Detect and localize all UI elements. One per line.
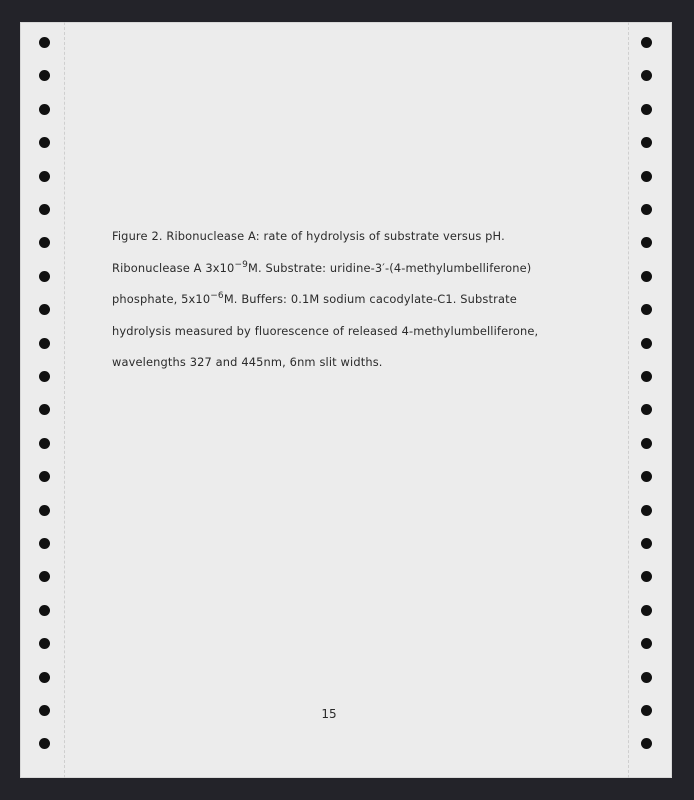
figure-caption [112, 221, 582, 379]
tractor-hole [39, 304, 50, 315]
tractor-hole [39, 638, 50, 649]
tractor-hole [641, 471, 652, 482]
tractor-hole [39, 438, 50, 449]
paper-sheet [20, 22, 672, 778]
tractor-hole [39, 338, 50, 349]
tractor-hole [641, 571, 652, 582]
tractor-hole [641, 104, 652, 115]
tractor-hole [39, 705, 50, 716]
tractor-hole [39, 505, 50, 516]
caption-line-2 [112, 253, 582, 285]
exponent-neg-6: −6 [210, 291, 224, 301]
caption-line-2-text-b: M. Substrate: uridine-3′-(4-methylumbelliferone) [248, 260, 532, 275]
tractor-hole [39, 538, 50, 549]
tractor-hole [39, 738, 50, 749]
tractor-hole [39, 70, 50, 81]
page-number: 15 [321, 707, 337, 721]
exponent-neg-9: −9 [234, 259, 249, 270]
tractor-hole [39, 571, 50, 582]
tractor-hole [641, 37, 652, 48]
tractor-hole [641, 605, 652, 616]
tractor-hole [641, 505, 652, 516]
tractor-hole [641, 672, 652, 683]
tractor-hole [39, 204, 50, 215]
tractor-hole [39, 237, 50, 248]
tractor-hole [39, 104, 50, 115]
tractor-hole [641, 171, 652, 182]
right-perforation-line [628, 22, 629, 778]
tractor-hole [641, 204, 652, 215]
tractor-hole [39, 471, 50, 482]
tractor-hole [641, 137, 652, 148]
caption-line-5: wavelengths 327 and 445nm, 6nm slit widths. [112, 355, 383, 369]
tractor-hole [39, 137, 50, 148]
tractor-hole [641, 237, 652, 248]
tractor-hole [39, 605, 50, 616]
tractor-hole [641, 304, 652, 315]
tractor-hole [641, 70, 652, 81]
tractor-hole [641, 638, 652, 649]
tractor-hole [39, 37, 50, 48]
tractor-hole [39, 371, 50, 382]
caption-line-3-text-b: M. Buffers: 0.1M sodium cacodylate-C1. Substrate [223, 292, 517, 306]
tractor-hole [641, 338, 652, 349]
tractor-hole [641, 538, 652, 549]
caption-line-3 [112, 284, 582, 316]
left-perforation-line [64, 22, 65, 778]
caption-line-2-text-a: Ribonuclease A 3x10 [112, 260, 235, 275]
tractor-hole [641, 271, 652, 282]
tractor-hole [641, 705, 652, 716]
tractor-hole [641, 738, 652, 749]
tractor-hole [641, 438, 652, 449]
caption-line-3-text-a: phosphate, 5x10 [112, 292, 211, 306]
tractor-hole [641, 371, 652, 382]
tractor-hole [39, 171, 50, 182]
tractor-hole [39, 672, 50, 683]
tractor-hole [39, 271, 50, 282]
caption-line-4: hydrolysis measured by fluorescence of released 4-methylumbelliferone, [112, 323, 539, 338]
tractor-hole [641, 404, 652, 415]
caption-line-1: Figure 2. Ribonuclease A: rate of hydrolysis of substrate versus pH. [112, 229, 505, 243]
tractor-hole [39, 404, 50, 415]
